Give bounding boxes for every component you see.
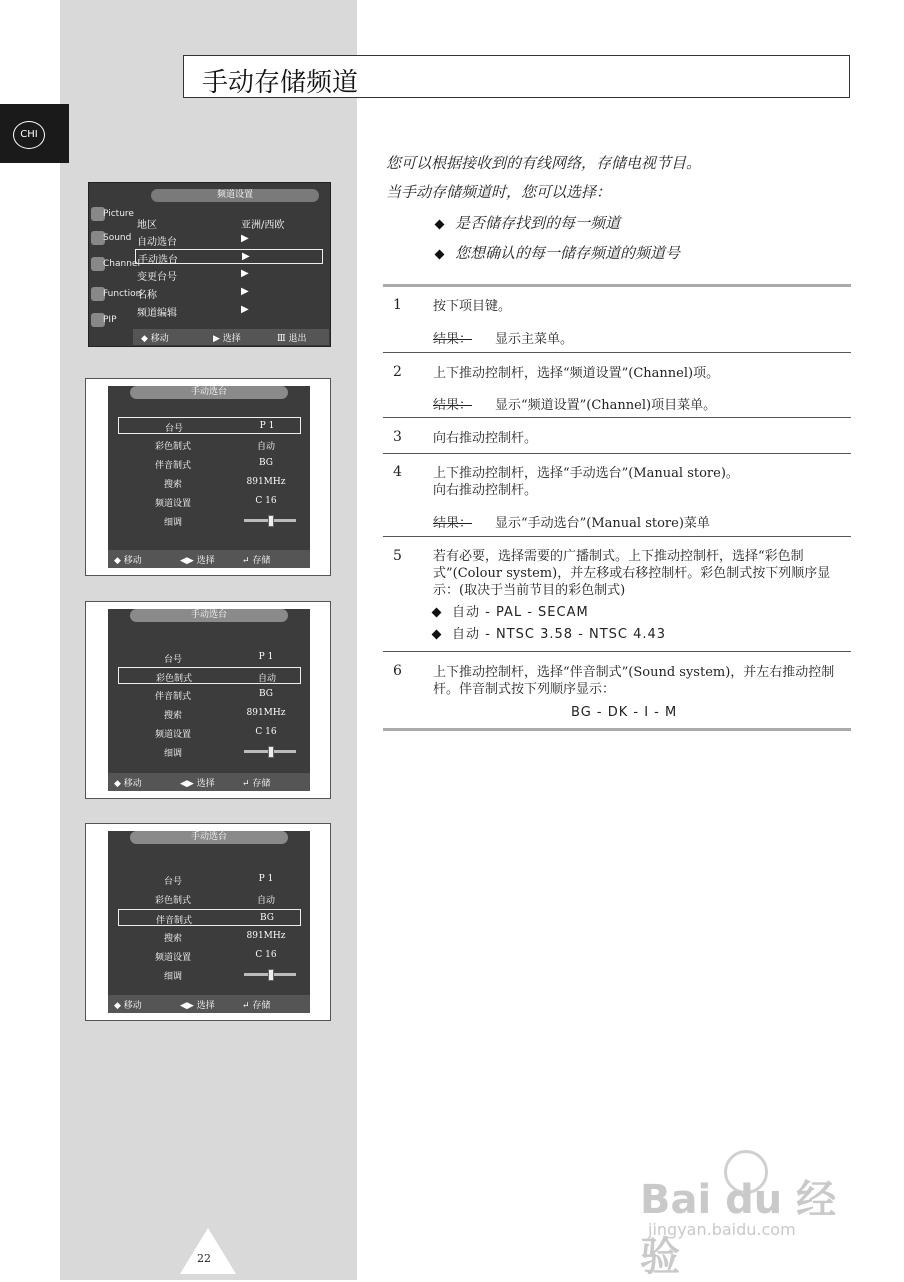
fine-tune-slider (244, 519, 296, 522)
slider-knob (268, 746, 274, 758)
menu-row: 地区 亚洲/西欧 (137, 220, 285, 231)
fine-tune-slider (244, 973, 296, 976)
bullet-diamond-icon (435, 219, 445, 229)
step-text: 上下推动控制杆，选择“频道设置”(Channel)项。 (433, 366, 720, 381)
manual-store-screen (108, 386, 310, 568)
watermark-brand: Bai du 经验 (640, 1177, 837, 1280)
sidebar-item-sound: Sound (91, 229, 131, 251)
screen-footer: ◆ 移动 ◀▶ 选择 ↵ 存储 (108, 995, 310, 1013)
slider-knob (268, 969, 274, 981)
step-text: 按下项目键。 (433, 299, 512, 314)
step-text: 向右推动控制杆。 (433, 431, 538, 446)
step-number: 1 (393, 297, 402, 313)
menu-footer: ◆ 移动 ▶ 选择 Ⅲ 退出 (133, 329, 329, 345)
watermark-url: jingyan.baidu.com (648, 1220, 796, 1239)
step-result: 结果： 显示主菜单。 (433, 332, 574, 347)
screen-footer: ◆ 移动 ◀▶ 选择 ↵ 存储 (108, 773, 310, 791)
step-text: 向右推动控制杆。 (433, 483, 538, 498)
sidebar-item-picture: Picture (91, 205, 131, 227)
bullet-diamond-icon (432, 630, 442, 640)
page-number: 22 (197, 1252, 211, 1265)
intro-bullet-1: 是否储存找到的每一频道 (436, 212, 620, 233)
menu-header: 频道设置 (151, 189, 319, 202)
setting-row: 搜索 891MHz (163, 477, 286, 490)
setting-row: 频道设置 C 16 (154, 496, 277, 509)
step-result: 结果： 显示“频道设置”(Channel)项目菜单。 (433, 398, 717, 413)
step-text: 上下推动控制杆，选择“伴音制式”(Sound system)，并左右推动控制杆。伴音制式按下列顺序显示： (433, 665, 835, 697)
language-label: CHI (13, 121, 45, 149)
menu-sidebar (89, 203, 142, 338)
step-number: 4 (393, 464, 402, 480)
menu-row: 名称 ▶ (137, 286, 249, 301)
setting-row-selected: 伴音制式 BG (118, 909, 301, 926)
language-tab (0, 104, 69, 163)
sidebar-item-pip: PIP (91, 311, 131, 333)
manual-store-screen (108, 609, 310, 791)
screen-footer: ◆ 移动 ◀▶ 选择 ↵ 存储 (108, 550, 310, 568)
sound-sequence: BG - DK - I - M (571, 705, 678, 720)
screen-header: 手动选台 (130, 386, 288, 399)
intro-bullet-2: 您想确认的每一储存频道的频道号 (436, 242, 680, 263)
manual-store-frame-3 (85, 823, 331, 1021)
fine-tune-slider (244, 750, 296, 753)
sidebar-item-function: Function (91, 285, 131, 307)
setting-row: 搜索 891MHz (163, 931, 286, 944)
setting-row: 彩色制式 自动 (154, 442, 275, 452)
bullet-diamond-icon (432, 608, 442, 618)
page-title-box (183, 55, 850, 98)
color-sequence-1: 自动 - PAL - SECAM (433, 604, 851, 621)
setting-row-fine-tune: 细调 (118, 966, 301, 983)
menu-row: 频道编辑 ▶ (137, 304, 249, 319)
setting-row: 伴音制式 BG (154, 689, 273, 702)
step-text: 上下推动控制杆，选择“手动选台”(Manual store)。 (433, 466, 739, 481)
watermark (640, 1150, 855, 1280)
page-number-tab (180, 1228, 236, 1274)
setting-row: 台号 P 1 (163, 874, 274, 887)
page-title: 手动存储频道 (202, 68, 359, 98)
step-number: 6 (393, 663, 402, 679)
step-number: 3 (393, 429, 402, 445)
manual-store-frame-1 (85, 378, 331, 576)
setting-row-selected: 台号 P 1 (118, 417, 301, 434)
manual-store-screen (108, 831, 310, 1013)
step-number: 2 (393, 364, 402, 380)
intro-line-2: 当手动存储频道时，您可以选择： (386, 183, 612, 201)
sidebar-item-channel: Channel (91, 255, 131, 277)
menu-row: 自动选台 ▶ (137, 233, 249, 248)
slider-knob (268, 515, 274, 527)
setting-row-fine-tune: 细调 (118, 512, 301, 529)
setting-row-fine-tune: 细调 (118, 743, 301, 760)
setting-row: 频道设置 C 16 (154, 727, 277, 740)
step-number: 5 (393, 548, 402, 564)
screen-header: 手动选台 (130, 609, 288, 622)
setting-row: 频道设置 C 16 (154, 950, 277, 963)
bullet-diamond-icon (435, 249, 445, 259)
setting-row-selected: 彩色制式 自动 (118, 667, 301, 684)
channel-menu-screen (88, 182, 331, 347)
intro-line-1: 您可以根据接收到的有线网络，存储电视节目。 (386, 154, 702, 172)
setting-row: 彩色制式 自动 (154, 896, 275, 906)
color-sequence-2: 自动 - NTSC 3.58 - NTSC 4.43 (433, 626, 851, 643)
screen-header: 手动选台 (130, 831, 288, 844)
setting-row: 台号 P 1 (163, 652, 274, 665)
menu-row: 变更台号 ▶ (137, 268, 249, 283)
menu-row-selected: 手动选台 ▶ (135, 249, 323, 264)
setting-row: 伴音制式 BG (154, 458, 273, 471)
step-result: 结果： 显示“手动选台”(Manual store)菜单 (433, 516, 710, 531)
manual-store-frame-2 (85, 601, 331, 799)
step-text: 若有必要，选择需要的广播制式。上下推动控制杆，选择“彩色制式”(Colour system)，并左移或右移控制杆。彩色制式按下列顺序显示：(取决于当前节目的彩色制式) (433, 549, 831, 598)
setting-row: 搜索 891MHz (163, 708, 286, 721)
